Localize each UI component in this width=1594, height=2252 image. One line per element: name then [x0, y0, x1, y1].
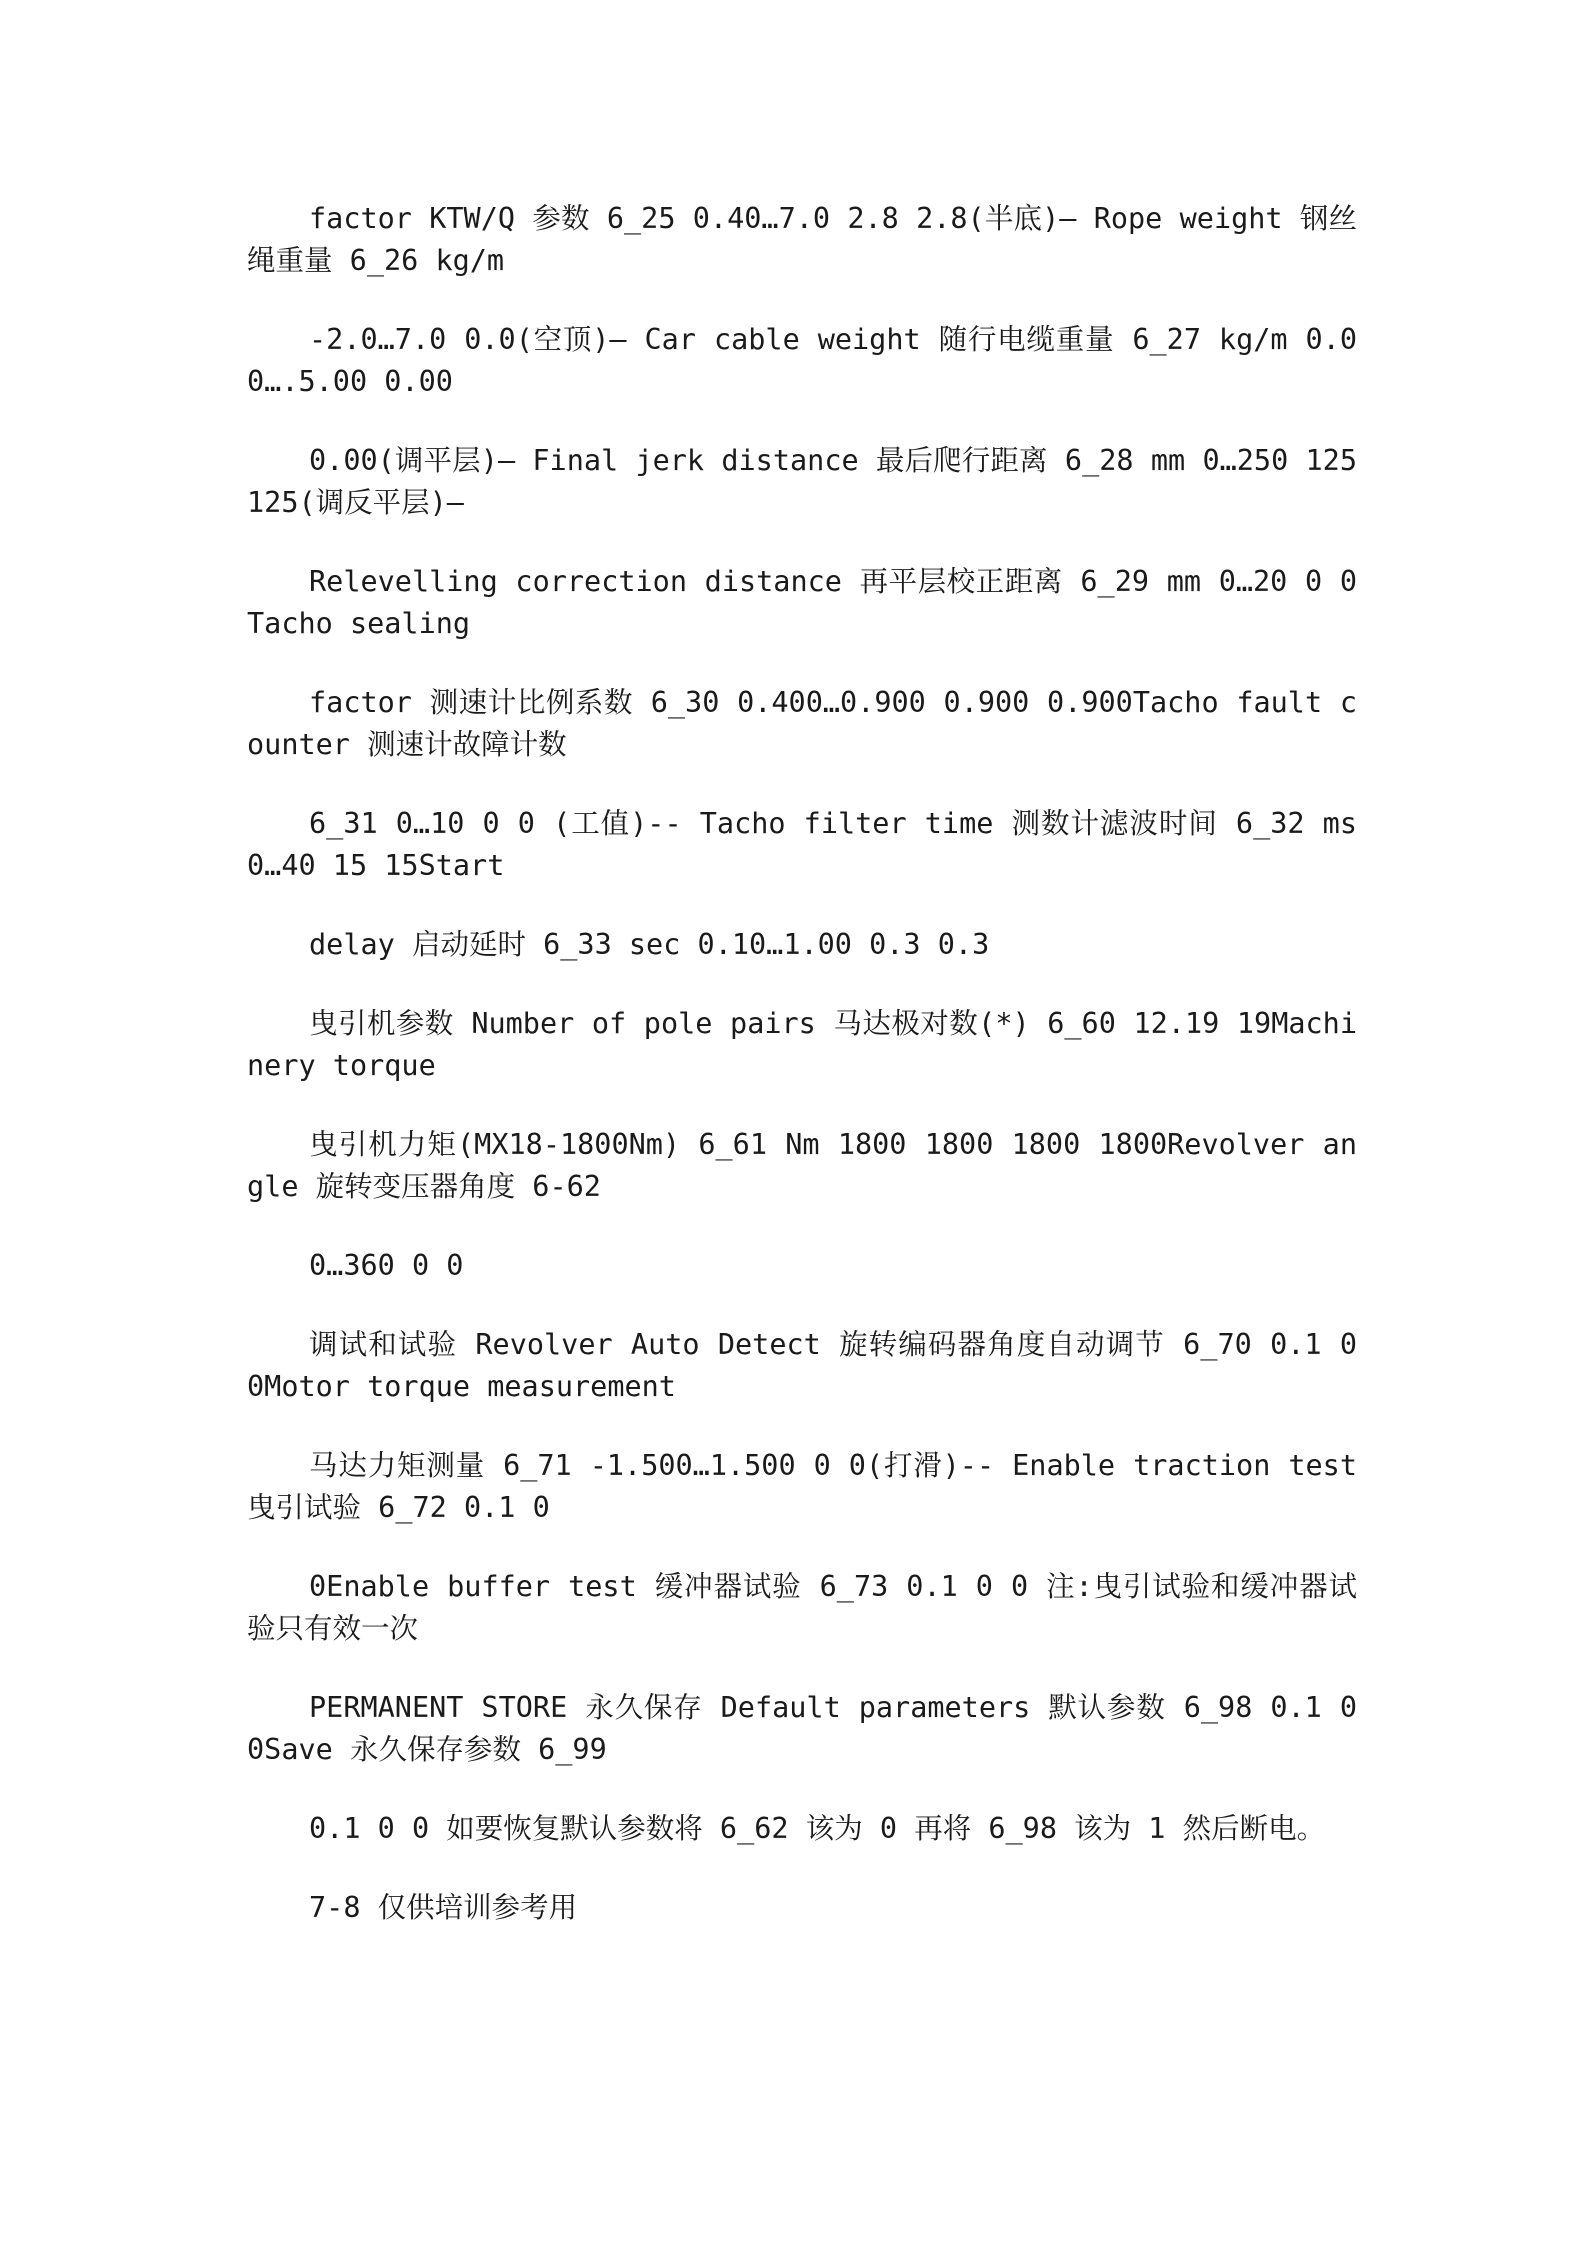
paragraph-5: factor 测速计比例系数 6_30 0.400…0.900 0.900 0.900Tacho fault counter 测速计故障计数	[247, 686, 1357, 761]
paragraph-2: -2.0…7.0 0.0(空顶)— Car cable weight 随行电缆重量 6_27 kg/m 0.00….5.00 0.00	[247, 323, 1357, 398]
paragraph-1: factor KTW/Q 参数 6_25 0.40…7.0 2.8 2.8(半底)— Rope weight 钢丝绳重量 6_26 kg/m	[247, 202, 1357, 277]
paragraph-3: 0.00(调平层)— Final jerk distance 最后爬行距离 6_28 mm 0…250 125 125(调反平层)—	[247, 444, 1357, 519]
paragraph-9: 曳引机力矩(MX18-1800Nm) 6_61 Nm 1800 1800 1800 1800Revolver angle 旋转变压器角度 6-62	[247, 1128, 1357, 1203]
paragraph-11: 调试和试验 Revolver Auto Detect 旋转编码器角度自动调节 6_70 0.1 0 0Motor torque measurement	[247, 1328, 1357, 1403]
paragraph-10: 0…360 0 0	[309, 1249, 464, 1282]
paragraph-7: delay 启动延时 6_33 sec 0.10…1.00 0.3 0.3	[309, 928, 990, 961]
paragraph-12: 马达力矩测量 6_71 -1.500…1.500 0 0(打滑)-- Enable traction test 曳引试验 6_72 0.1 0	[247, 1449, 1357, 1524]
paragraph-6: 6_31 0…10 0 0 (工值)-- Tacho filter time 测数计滤波时间 6_32 ms 0…40 15 15Start	[247, 807, 1357, 882]
paragraph-15: 0.1 0 0 如要恢复默认参数将 6_62 该为 0 再将 6_98 该为 1 然后断电。	[309, 1812, 1326, 1845]
document-body	[247, 198, 1357, 1966]
paragraph-16: 7-8 仅供培训参考用	[309, 1891, 578, 1924]
paragraph-8: 曳引机参数 Number of pole pairs 马达极对数(*) 6_60 12.19 19Machinery torque	[247, 1007, 1357, 1082]
paragraph-14: PERMANENT STORE 永久保存 Default parameters 默认参数 6_98 0.1 0 0Save 永久保存参数 6_99	[247, 1691, 1357, 1766]
paragraph-13: 0Enable buffer test 缓冲器试验 6_73 0.1 0 0 注:曳引试验和缓冲器试验只有效一次	[247, 1570, 1357, 1645]
paragraph-4: Relevelling correction distance 再平层校正距离 6_29 mm 0…20 0 0Tacho sealing	[247, 565, 1357, 640]
